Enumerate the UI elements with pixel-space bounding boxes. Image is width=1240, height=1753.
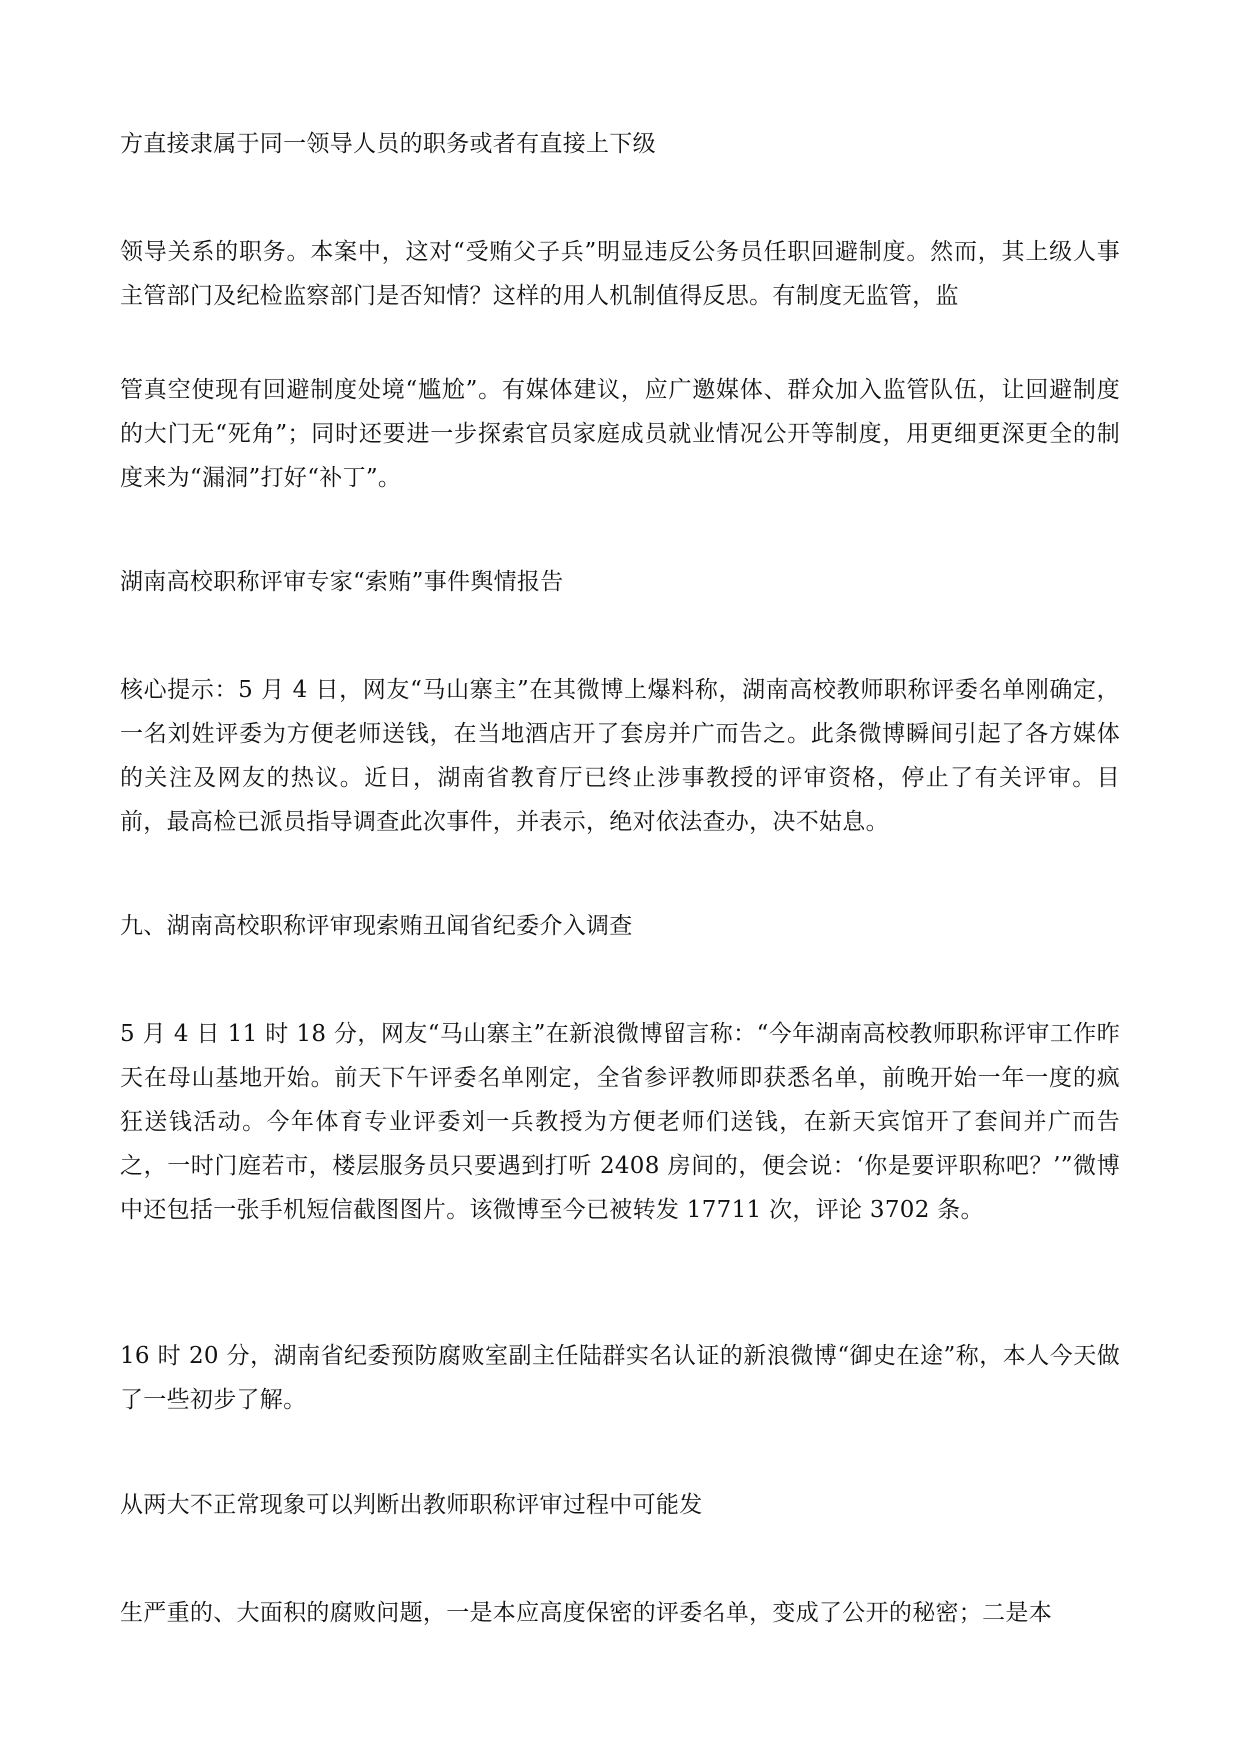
paragraph-analysis-start: 从两大不正常现象可以判断出教师职称评审过程中可能发 xyxy=(120,1492,703,1518)
paragraph-1: 方直接隶属于同一领导人员的职务或者有直接上下级 xyxy=(120,131,656,157)
paragraph-analysis-continued: 生严重的、大面积的腐败问题，一是本应高度保密的评委名单，变成了公开的秘密；二是本 xyxy=(120,1600,1052,1626)
paragraph-3: 管真空使现有回避制度处境“尴尬”。有媒体建议，应广邀媒体、群众加入监管队伍，让回避制度的大门无“死角”；同时还要进一步探索官员家庭成员就业情况公开等制度，用更细更深更全的制度来为“漏洞”打好“补丁”。 xyxy=(120,377,1120,491)
paragraph-weibo-post: 5 月 4 日 11 时 18 分，网友“马山寨主”在新浪微博留言称：“今年湖南高校教师职称评审工作昨天在母山基地开始。前天下午评委名单刚定，全省参评教师即获悉名单，前晚开始一年一度的疯狂送钱活动。今年体育专业评委刘一兵教授为方便老师们送钱，在新天宾馆开了套间并广而告之，一时门庭若市，楼层服务员只要遇到打听 2408 房间的，便会说：‘你是要评职称吧？’”微博中还包括一张手机短信截图图片。该微博至今已被转发 17711 次，评论 3702 条。 xyxy=(120,1021,1120,1223)
section-heading-report: 湖南高校职称评审专家“索贿”事件舆情报告 xyxy=(120,569,564,595)
section-heading-nine: 九、湖南高校职称评审现索贿丑闻省纪委介入调查 xyxy=(120,913,633,939)
paragraph-2: 领导关系的职务。本案中，这对“受贿父子兵”明显违反公务员任职回避制度。然而，其上级人事主管部门及纪检监察部门是否知情？这样的用人机制值得反思。有制度无监管，监 xyxy=(120,239,1120,309)
core-summary-paragraph: 核心提示：5 月 4 日，网友“马山寨主”在其微博上爆料称，湖南高校教师职称评委名单刚确定，一名刘姓评委为方便老师送钱，在当地酒店开了套房并广而告之。此条微博瞬间引起了各方媒体的关注及网友的热议。近日，湖南省教育厅已终止涉事教授的评审资格，停止了有关评审。目前，最高检已派员指导调查此次事件，并表示，绝对依法查办，决不姑息。 xyxy=(120,677,1120,835)
paragraph-discipline-commission: 16 时 20 分，湖南省纪委预防腐败室副主任陆群实名认证的新浪微博“御史在途”称，本人今天做了一些初步了解。 xyxy=(120,1343,1120,1413)
